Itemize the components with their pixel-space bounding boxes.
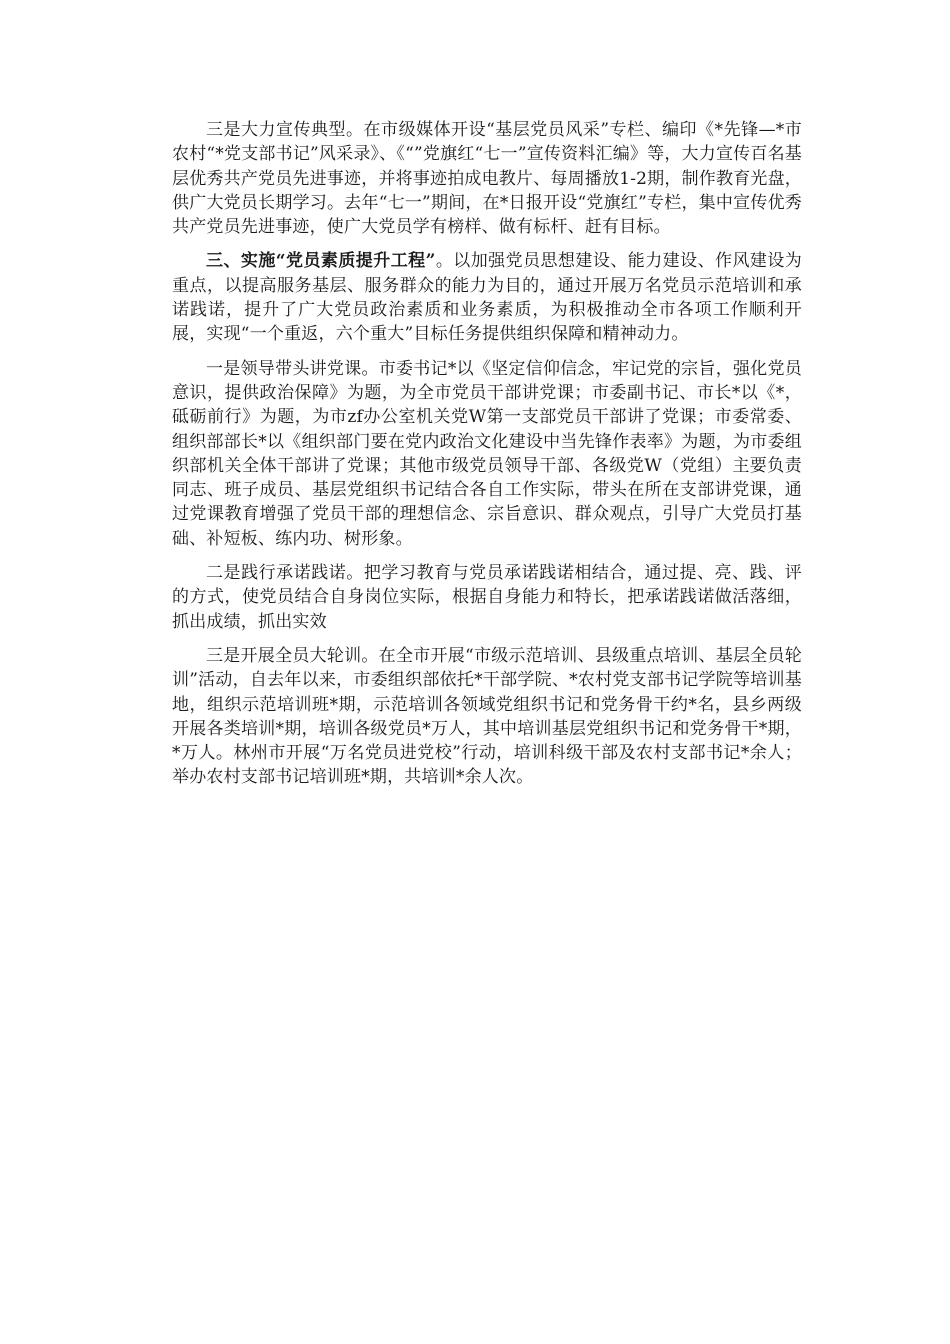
document-body — [172, 118, 802, 800]
paragraph-text: 一是领导带头讲党课。市委书记*以《坚定信仰信念，牢记党的宗旨，强化党员意识，提供政治保障》为题，为全市党员干部讲党课；市委副书记、市长*以《*，砥砺前行》为题，为市zf办公室机关党W第一支部党员干部讲了党课；市委常委、组织部部长*以《组织部门要在党内政治文化建设中当先锋作表率》为题，为市委组织部机关全体干部讲了党课；其他市级党员领导干部、各级党W（党组）主要负责同志、班子成员、基层党组织书记结合各自工作实际，带头在所在支部讲党课，通过党课教育增强了党员干部的理想信念、宗旨意识、群众观点，引导广大党员打基础、补短板、练内功、树形象。 — [172, 358, 802, 549]
paragraph-section-three — [172, 249, 802, 346]
section-heading: 三、实施“党员素质提升工程” — [206, 251, 436, 272]
paragraph-text: 。以加强党员思想建设、能力建设、作风建设为重点，以提高服务基层、服务群众的能力为目的，通过开展万名党员示范培训和承诺践诺，提升了广大党员政治素质和业务素质，为积极推动全市各项工作顺利开展，实现“一个重返，六个重大”目标任务提供组织保障和精神动力。 — [172, 251, 803, 345]
paragraph-text: 三是开展全员大轮训。在全市开展“市级示范培训、县级重点培训、基层全员轮训”活动，自去年以来，市委组织部依托*干部学院、*农村党支部书记学院等培训基地，组织示范培训班*期，示范培训各领域党组织书记和党务骨干约*名，县乡两级开展各类培训*期，培训各级党员*万人，其中培训基层党组织书记和党务骨干*期，*万人。林州市开展“万名党员进党校”行动，培训科级干部及农村支部书记*余人；举办农村支部书记培训班*期，共培训*余人次。 — [172, 645, 802, 788]
paragraph-commitments — [172, 561, 802, 634]
paragraph-publicize-models — [172, 118, 802, 239]
paragraph-leaders-lectures — [172, 357, 802, 551]
paragraph-training — [172, 644, 802, 790]
paragraph-text: 二是践行承诺践诺。把学习教育与党员承诺践诺相结合，通过提、亮、践、评的方式，使党员结合自身岗位实际，根据自身能力和特长，把承诺践诺做活落细，抓出成绩，抓出实效 — [172, 563, 802, 632]
paragraph-text: 三是大力宣传典型。在市级媒体开设“基层党员风采”专栏、编印《*先锋—*市农村“*党支部书记”风采录》、《“”党旗红“七一”宣传资料汇编》等，大力宣传百名基层优秀共产党员先进事迹，并将事迹拍成电教片、每周播放1-2期，制作教育光盘，供广大党员长期学习。去年“七一”期间，在*日报开设“党旗红”专栏，集中宣传优秀共产党员先进事迹，使广大党员学有榜样、做有标杆、赶有目标。 — [172, 120, 802, 238]
